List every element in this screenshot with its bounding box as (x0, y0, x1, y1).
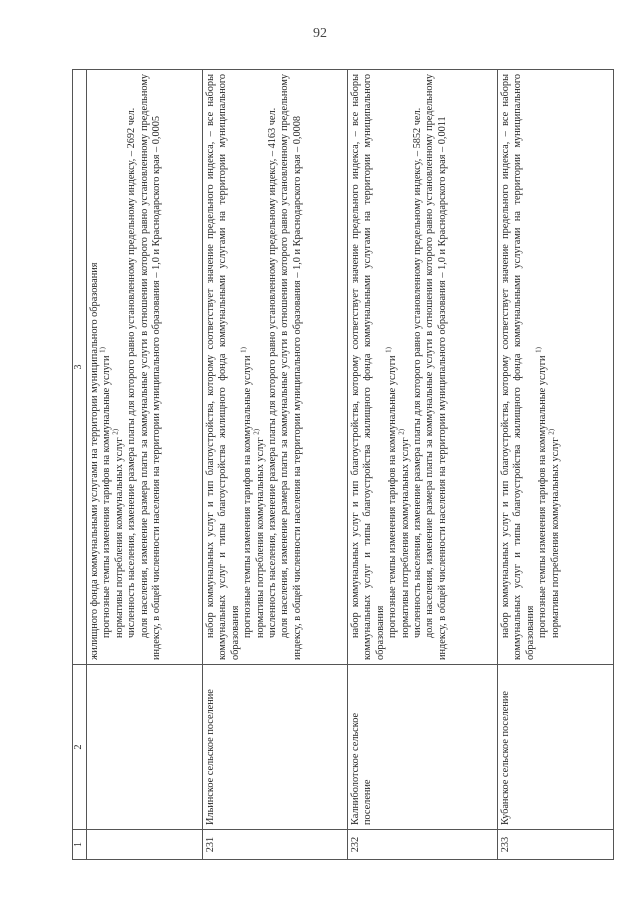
info-text: набор коммунальных услуг и тип благоустройства, которому соответствует значение предельного индекса, – все наборы коммунальных услуг и типы благоустройства жилищного фонда коммунальными услугами на территории муниципального образования (205, 74, 241, 660)
rotated-table-frame (72, 70, 612, 860)
info-line (89, 74, 101, 660)
info-line (500, 74, 537, 660)
footnote-ref: 1) (534, 347, 543, 353)
info-line (534, 74, 549, 660)
info-cell (203, 70, 348, 665)
row-number-cell: 233 (498, 830, 614, 860)
municipality-name-cell: Кубанское сельское поселение (498, 665, 614, 830)
info-text: доля населения, изменение размера платы за коммунальные услуги в отношении которого равно установленному предельному индексу, в общей численности населения на территории муниципального образования – 1,0 и Краснодарского края – 0,0005 (138, 74, 163, 660)
info-line (139, 74, 164, 660)
table-row (498, 70, 614, 860)
row-number-cell: 231 (203, 830, 348, 860)
table-header-row (73, 70, 87, 860)
info-text: прогнозные темпы изменения тарифов на коммунальные услуги (101, 352, 113, 638)
row-number-cell (87, 830, 203, 860)
page-number: 92 (313, 26, 327, 41)
info-text: нормативы потребления коммунальных услуг (549, 434, 561, 638)
info-text: численность населения, изменение размера платы для которого равно установленному предельному индексу, – 4163 чел. (267, 107, 279, 638)
info-text: доля населения, изменение размера платы за коммунальные услуги в отношении которого равно установленному предельному индексу, в общей численности населения на территории муниципального образования – 1,0 и Краснодарского края – 0,0008 (279, 74, 303, 660)
info-text: нормативы потребления коммунальных услуг (113, 434, 125, 638)
info-text: набор коммунальных услуг и тип благоустройства, которому соответствует значение предельного индекса, – все наборы коммунальных услуг и типы благоустройства жилищного фонда коммунальными услугами на территории муниципального образования (350, 74, 386, 660)
municipality-name-cell: Калниболотское сельское поселение (348, 665, 498, 830)
footnote-ref: 2) (547, 428, 556, 435)
info-line (424, 74, 449, 660)
info-text: нормативы потребления коммунальных услуг (399, 434, 411, 638)
municipal-index-table (72, 69, 614, 860)
row-number-cell: 232 (348, 830, 498, 860)
info-line (397, 74, 412, 660)
header-col-3: 3 (73, 70, 87, 665)
info-text: прогнозные темпы изменения тарифов на коммунальные услуги (537, 352, 549, 638)
info-text: численность населения, изменение размера платы для которого равно установленному предельному индексу, – 2692 чел. (126, 107, 138, 638)
municipality-name-cell: Ильинское сельское поселение (203, 665, 348, 830)
header-col-1: 1 (73, 830, 87, 860)
table-row (203, 70, 348, 860)
header-col-2: 2 (73, 665, 87, 830)
footnote-ref: 2) (397, 428, 406, 435)
info-text: прогнозные темпы изменения тарифов на коммунальные услуги (242, 352, 254, 638)
info-line (126, 74, 138, 660)
info-line (384, 74, 399, 660)
info-line (205, 74, 242, 660)
info-line (267, 74, 279, 660)
footnote-ref: 1) (98, 347, 107, 353)
info-line (350, 74, 387, 660)
footnote-ref: 1) (239, 347, 248, 353)
footnote-ref: 1) (384, 347, 393, 353)
info-line (252, 74, 267, 660)
info-text: прогнозные темпы изменения тарифов на коммунальные услуги (387, 352, 399, 638)
info-text: численность населения, изменение размера платы для которого равно установленному предельному индексу, – 5852 чел. (412, 107, 424, 638)
info-cell (348, 70, 498, 665)
info-text: доля населения, изменение размера платы за коммунальные услуги в отношении которого равно установленному предельному индексу, в общей численности населения на территории муниципального образования – 1,0 и Краснодарского края – 0,0011 (424, 74, 448, 660)
info-line (279, 74, 304, 660)
info-text: нормативы потребления коммунальных услуг (254, 434, 266, 638)
table-row (348, 70, 498, 860)
info-text: набор коммунальных услуг и тип благоустройства, которому соответствует значение предельного индекса, – все наборы коммунальных услуг и типы благоустройства жилищного фонда коммунальными услугами на территории муниципального образования (500, 74, 536, 660)
info-line (111, 74, 126, 660)
table-container (72, 70, 612, 860)
info-line (412, 74, 424, 660)
table-row-continued (87, 70, 203, 860)
municipality-name-cell (87, 665, 203, 830)
info-cell (498, 70, 614, 665)
info-line (98, 74, 113, 660)
footnote-ref: 2) (111, 428, 120, 435)
info-line (239, 74, 254, 660)
info-text: жилищного фонда коммунальными услугами на территории муниципального образования (89, 262, 100, 660)
info-cell (87, 70, 203, 665)
footnote-ref: 2) (252, 428, 261, 435)
info-line (547, 74, 562, 660)
